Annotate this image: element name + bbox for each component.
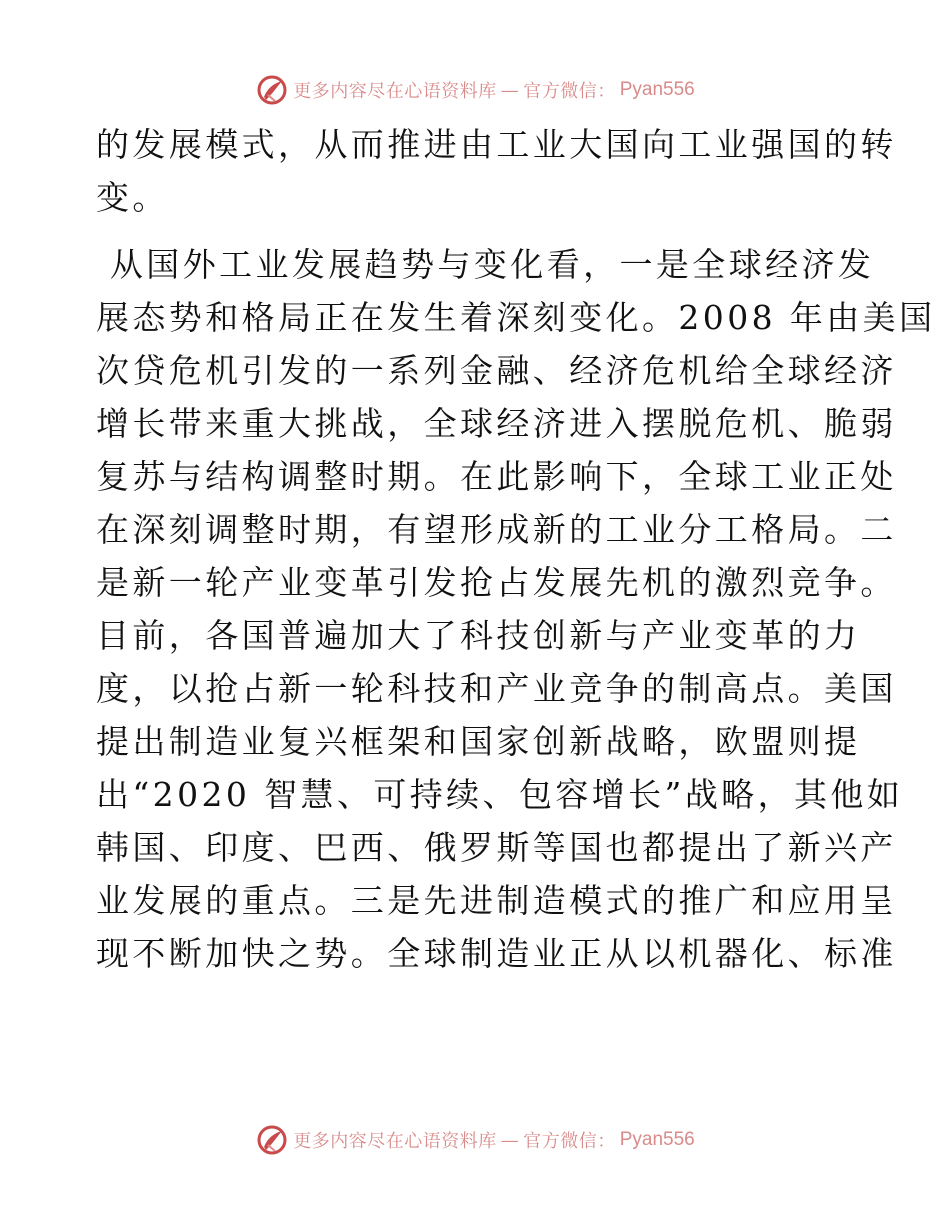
footer-watermark <box>0 1120 950 1160</box>
text-line: 在深刻调整时期，有望形成新的工业分工格局。二 <box>96 510 897 549</box>
text-line: 变。 <box>96 178 169 217</box>
text-line: 次贷危机引发的一系列金融、经济危机给全球经济 <box>96 351 897 390</box>
watermark-wechat-id: Pyan556 <box>619 1129 695 1150</box>
text-line: 复苏与结构调整时期。在此影响下，全球工业正处 <box>96 457 897 496</box>
watermark-dash: — <box>500 79 520 101</box>
watermark-brand-text: 更多内容尽在心语资料库 <box>293 81 497 102</box>
paragraph-2 <box>96 238 936 980</box>
watermark-wechat-label: 官方微信： <box>523 1131 616 1152</box>
text-line: 增长带来重大挑战，全球经济进入摆脱危机、脆弱 <box>96 404 897 443</box>
red-ribbon-logo-icon <box>255 1123 289 1157</box>
text-line: 展态势和格局正在发生着深刻变化。2008 年由美国 <box>96 298 936 337</box>
watermark-dash: — <box>500 1129 520 1151</box>
text-line: 韩国、印度、巴西、俄罗斯等国也都提出了新兴产 <box>96 828 897 867</box>
red-ribbon-logo-icon <box>255 73 289 107</box>
text-line: 从国外工业发展趋势与变化看，一是全球经济发 <box>96 245 875 284</box>
watermark-wechat-label: 官方微信： <box>523 81 616 102</box>
header-watermark <box>0 70 950 110</box>
text-line: 度，以抢占新一轮科技和产业竞争的制高点。美国 <box>96 669 897 708</box>
watermark-wechat-id: Pyan556 <box>619 79 695 100</box>
paragraph-1 <box>96 118 897 224</box>
document-body <box>96 118 936 980</box>
text-line: 现不断加快之势。全球制造业正从以机器化、标准 <box>96 934 897 973</box>
text-line: 的发展模式，从而推进由工业大国向工业强国的转 <box>96 125 897 164</box>
text-line: 业发展的重点。三是先进制造模式的推广和应用呈 <box>96 881 897 920</box>
watermark-brand-text: 更多内容尽在心语资料库 <box>293 1131 497 1152</box>
text-line: 目前，各国普遍加大了科技创新与产业变革的力 <box>96 616 861 655</box>
text-line: 提出制造业复兴框架和国家创新战略，欧盟则提 <box>96 722 861 761</box>
text-line: 是新一轮产业变革引发抢占发展先机的激烈竞争。 <box>96 563 897 602</box>
text-line: 出“2020 智慧、可持续、包容增长”战略，其他如 <box>96 775 904 814</box>
